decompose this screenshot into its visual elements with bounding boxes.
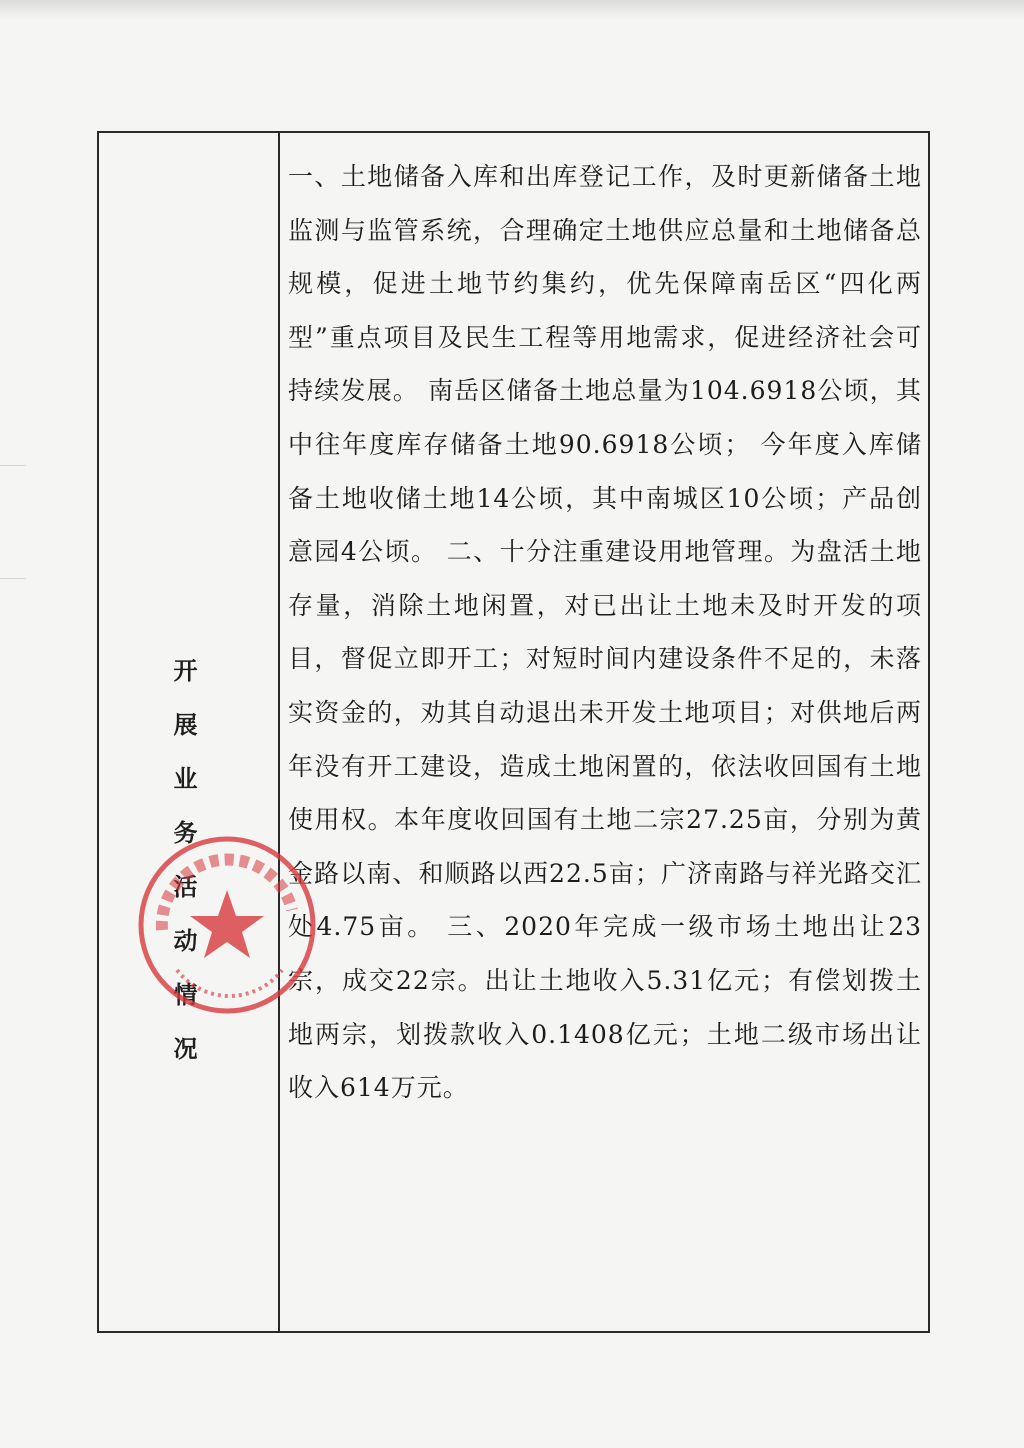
scan-mark	[0, 578, 26, 579]
row-label: 开展业务活动情况	[169, 658, 198, 1090]
activity-table	[97, 131, 930, 1333]
content-cell	[280, 133, 928, 1331]
seal-star-icon	[190, 890, 264, 958]
label-cell	[99, 133, 280, 1331]
official-seal-stamp	[132, 830, 322, 1020]
activity-paragraph: 一、土地储备入库和出库登记工作，及时更新储备土地监测与监管系统，合理确定土地供应总量和土地储备总规模，促进土地节约集约，优先保障南岳区“四化两型”重点项目及民生工程等用地需求，促进经济社会可持续发展。 南岳区储备土地总量为104.6918公顷，其中往年度库存储备土地90.6918公顷； 今年度入库储备土地收储土地14公顷，其中南城区10公顷；产品创意园4公顷。 二、十分注重建设用地管理。为盘活土地存量，消除土地闲置，对已出让土地未及时开发的项目，督促立即开工；对短时间内建设条件不足的，未落实资金的，劝其自动退出未开发土地项目；对供地后两年没有开工建设，造成土地闲置的，依法收回国有土地使用权。本年度收回国有土地二宗27.25亩，分别为黄金路以南、和顺路以西22.5亩；广济南路与祥光路交汇处4.75亩。 三、2020年完成一级市场土地出让23宗，成交22宗。出让土地收入5.31亿元；有偿划拨土地两宗，划拨款收入0.1408亿元；土地二级市场出让收入614万元。	[288, 162, 922, 1103]
scan-edge	[0, 0, 1024, 20]
scan-mark	[0, 465, 26, 466]
seal-bottom-arc	[177, 970, 282, 996]
